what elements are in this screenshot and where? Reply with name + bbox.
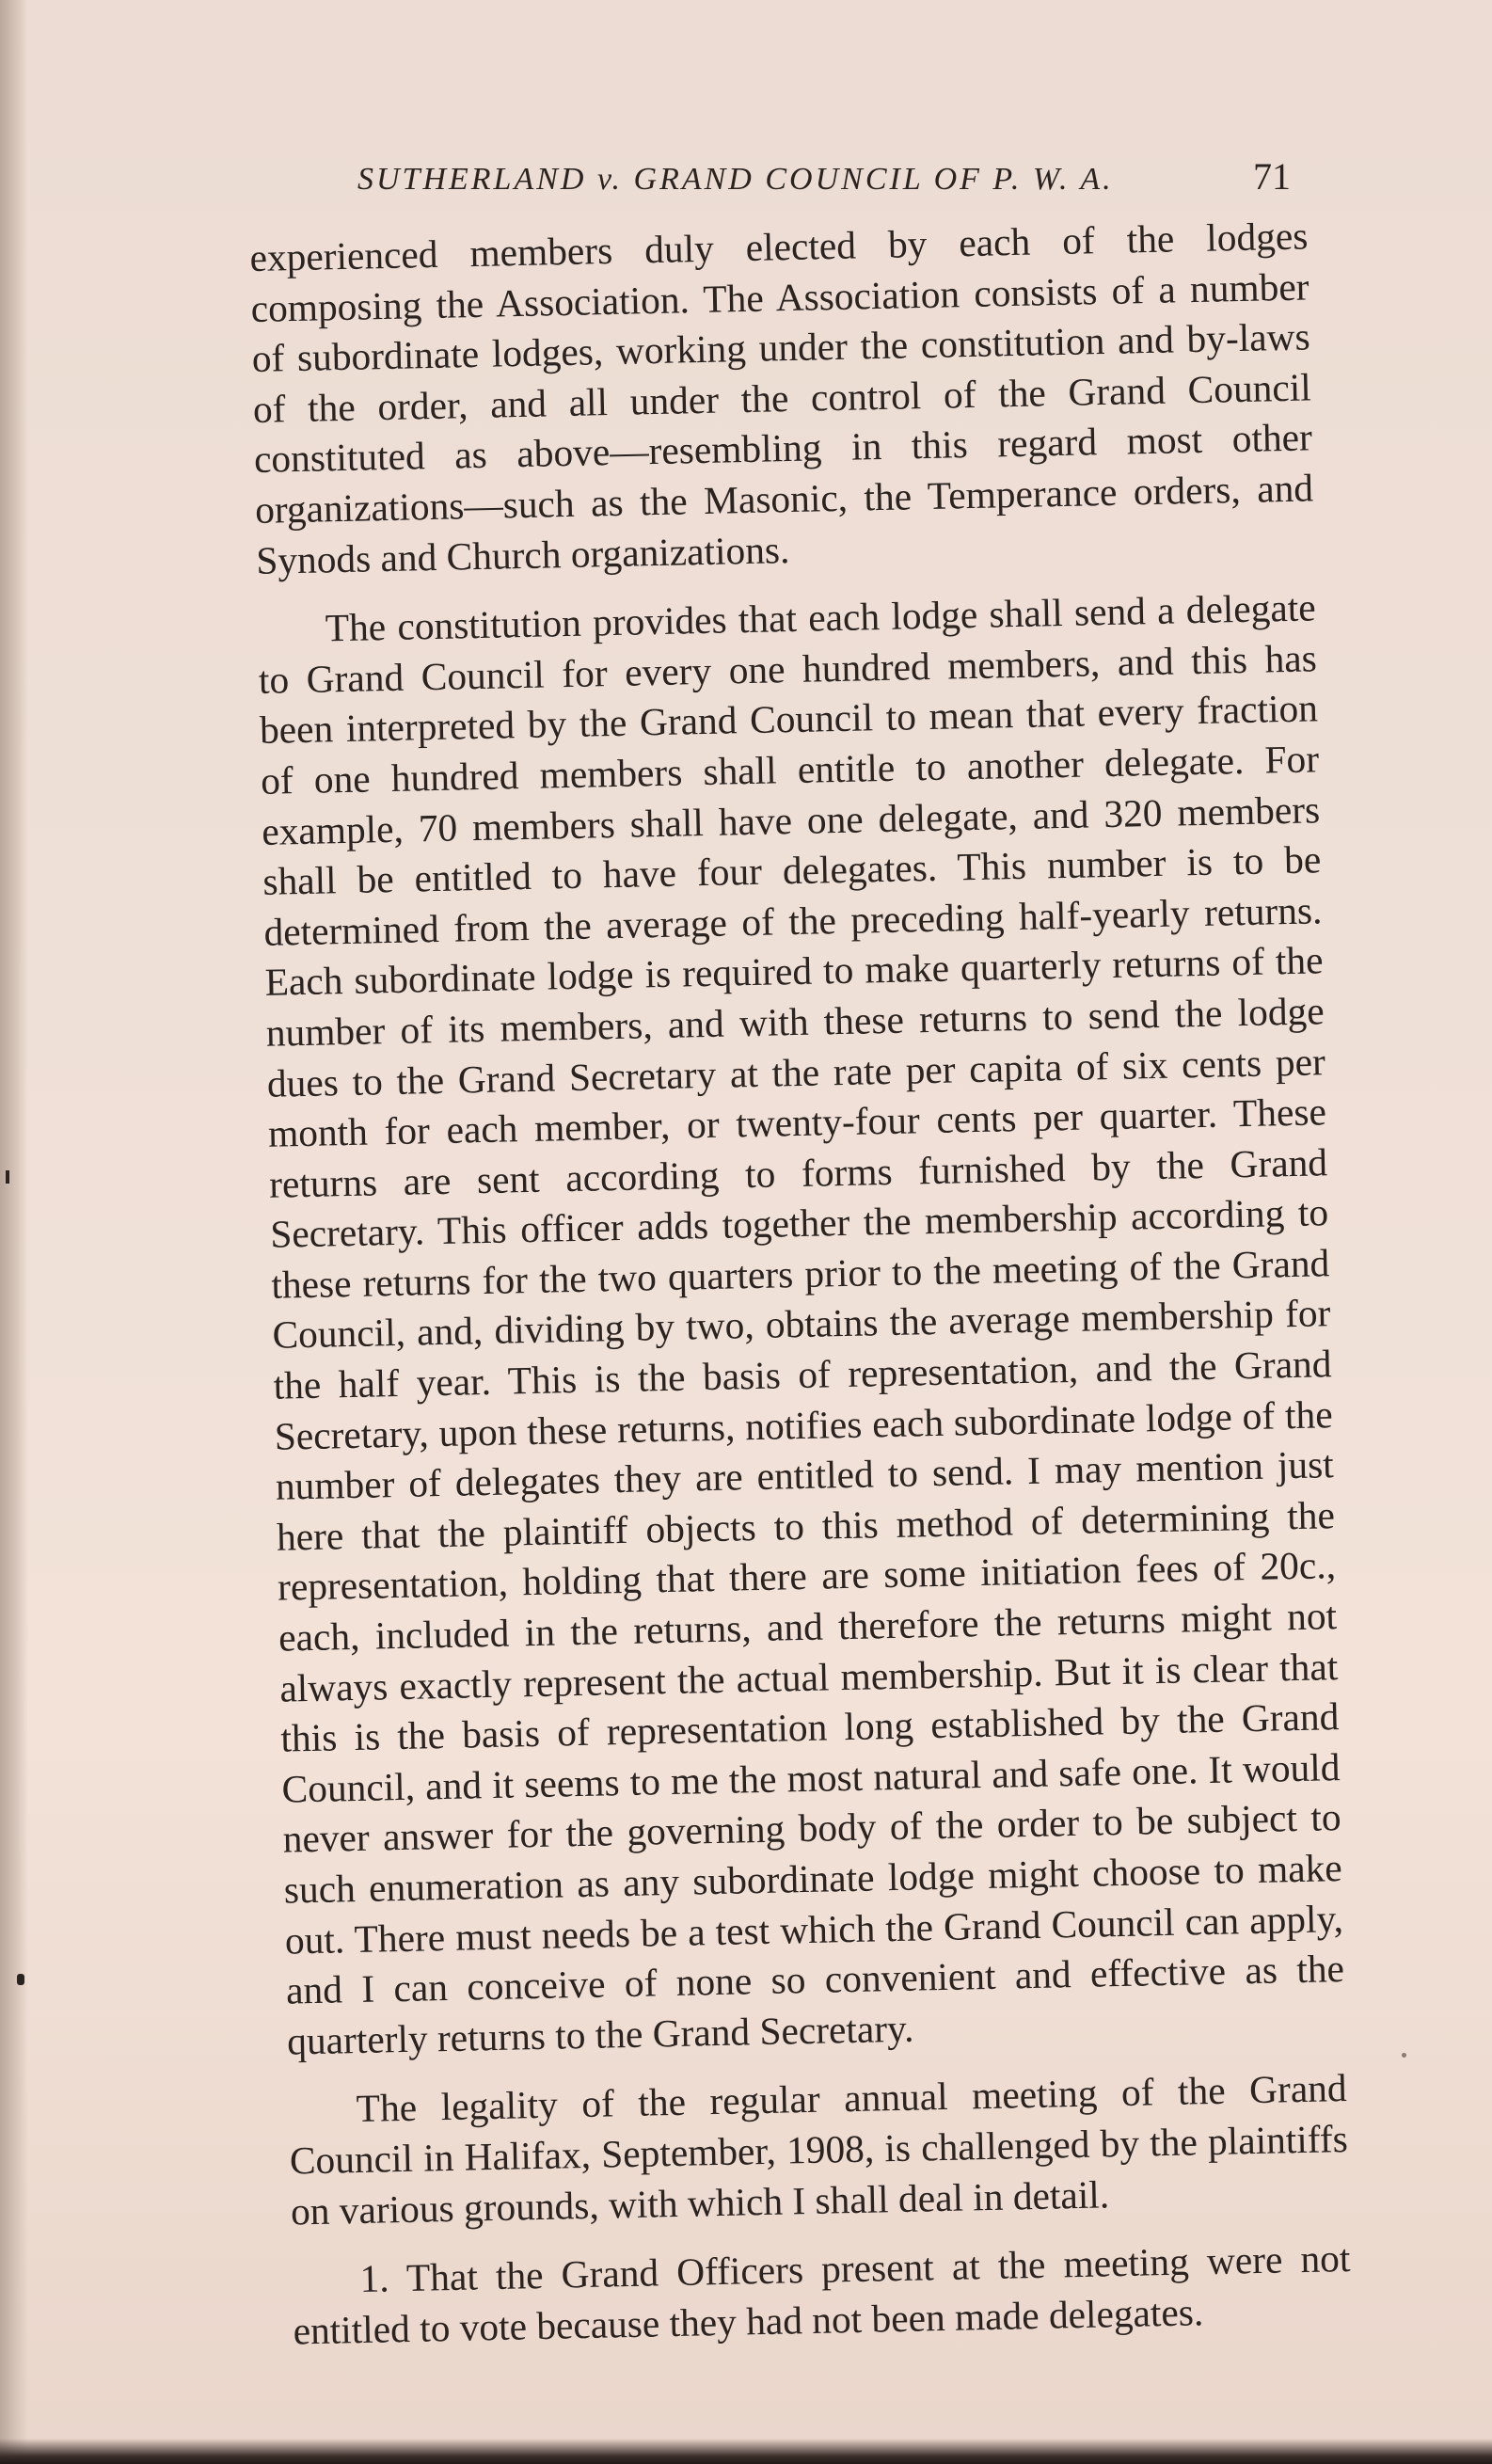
- margin-mark: [17, 1974, 24, 1985]
- paragraph-4: 1. That the Grand Officers present at the meeting were not entitled to vote because they had not been made delegates.: [293, 2236, 1351, 2353]
- page-bottom-edge: [0, 2439, 1492, 2464]
- paragraph-1: experienced members duly elected by each of the lodges composing the Association. The Association consists of a number of subordinate lodges, working under the constitution and by-laws of the order, and all under the control of the Grand Council constituted as above—resembling in this regard most other organizations—such as the Masonic, the Temperance orders, and Synods and Church organizations.: [249, 214, 1314, 582]
- running-head: [357, 151, 1298, 207]
- margin-mark: [6, 1170, 9, 1184]
- margin-mark: [1402, 2053, 1406, 2058]
- paragraph-2: The constitution provides that each lodge shall send a delegate to Grand Council for every one hundred members, and this has been interpreted by the Grand Council to mean that every fraction of one hundred members shall entitle to another delegate. For example, 70 members shall have one delegate, and 320 members shall be entitled to have four delegates. This number is to be determined from the average of the preceding half-yearly returns. Each subordinate lodge is required to make quarterly returns of the number of its members, and with these returns to send the lodge dues to the Grand Secretary at the rate per capita of six cents per month for each member, or twenty-four cents per quarter. These returns are sent according to forms furnished by the Grand Secretary. This officer adds together the membership according to these returns for the two quarters prior to the meeting of the Grand Council, and, dividing by two, obtains the average membership for the half year. This is the basis of representation, and the Grand Secretary, upon these returns, notifies each subordinate lodge of the number of delegates they are entitled to send. I may mention just here that the plaintiff objects to this method of determining the representation, holding that there are some initiation fees of 20c., each, included in the returns, and therefore the returns might not always exactly represent the actual membership. But it is clear that this is the basis of representation long established by the Grand Council, and it seems to me the most natural and safe one. It would never answer for the governing body of the order to be subject to such enumeration as any subordinate lodge might choose to make out. There must needs be a test which the Grand Council can apply, and I can conceive of none so convenient and effective as the quarterly returns to the Grand Secretary.: [258, 585, 1345, 2063]
- body-text: [249, 211, 1352, 2375]
- page-number: 71: [1253, 155, 1291, 198]
- binding-shadow: [0, 0, 28, 2464]
- paragraph-3: The legality of the regular annual meeting of the Grand Council in Halifax, September, 1908, is challenged by the plaintiffs on various grounds, with which I shall deal in detail.: [289, 2066, 1349, 2233]
- running-head-title: SUTHERLAND v. GRAND COUNCIL OF P. W. A.: [357, 162, 1114, 197]
